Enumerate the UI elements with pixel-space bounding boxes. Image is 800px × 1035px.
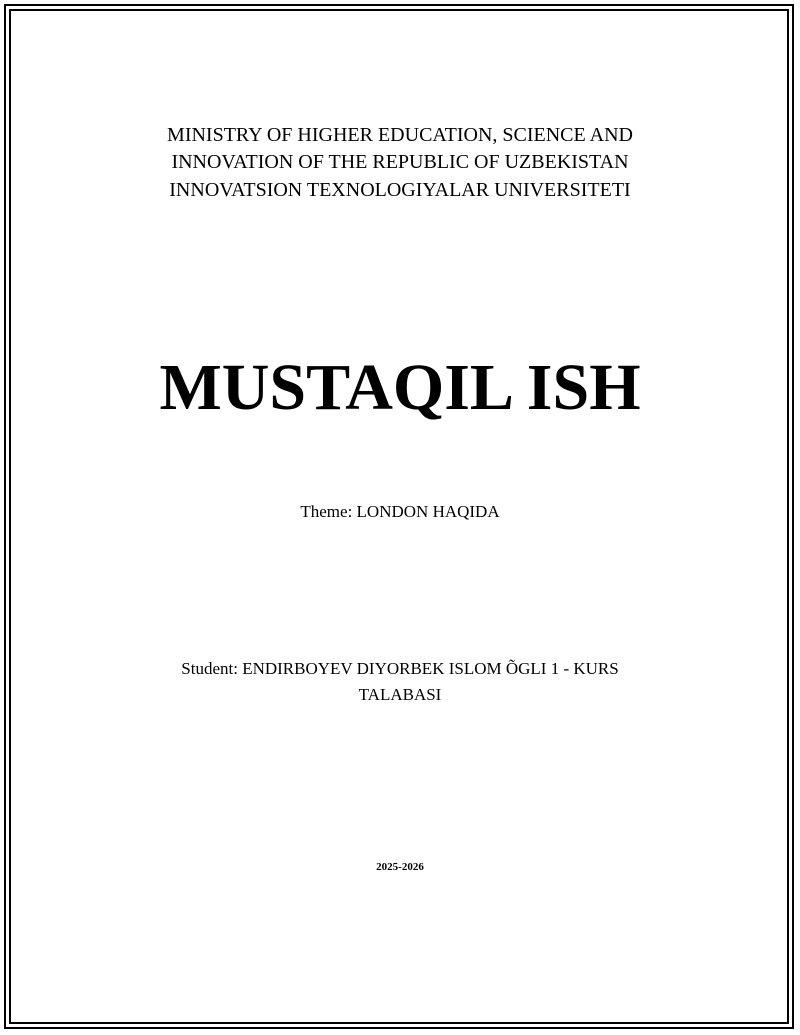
header-line-university: INNOVATSION TEXNOLOGIYALAR UNIVERSITETI — [169, 179, 631, 201]
academic-year: 2025-2026 — [376, 861, 424, 873]
header-line-ministry: MINISTRY OF HIGHER EDUCATION, SCIENCE AND — [167, 124, 633, 146]
header-line-republic: INNOVATION OF THE REPUBLIC OF UZBEKISTAN — [171, 151, 629, 173]
theme-value: LONDON HAQIDA — [356, 502, 500, 521]
student-line-continuation: TALABASI — [358, 685, 442, 704]
student-label: Student: — [181, 659, 238, 678]
theme-line — [0, 500, 800, 524]
document-title: MUSTAQIL ISH — [159, 351, 641, 424]
theme-label: Theme: — [300, 502, 353, 521]
student-name: ENDIRBOYEV DIYORBEK ISLOM ÕGLI 1 - KURS — [242, 659, 619, 678]
student-line — [0, 657, 800, 681]
